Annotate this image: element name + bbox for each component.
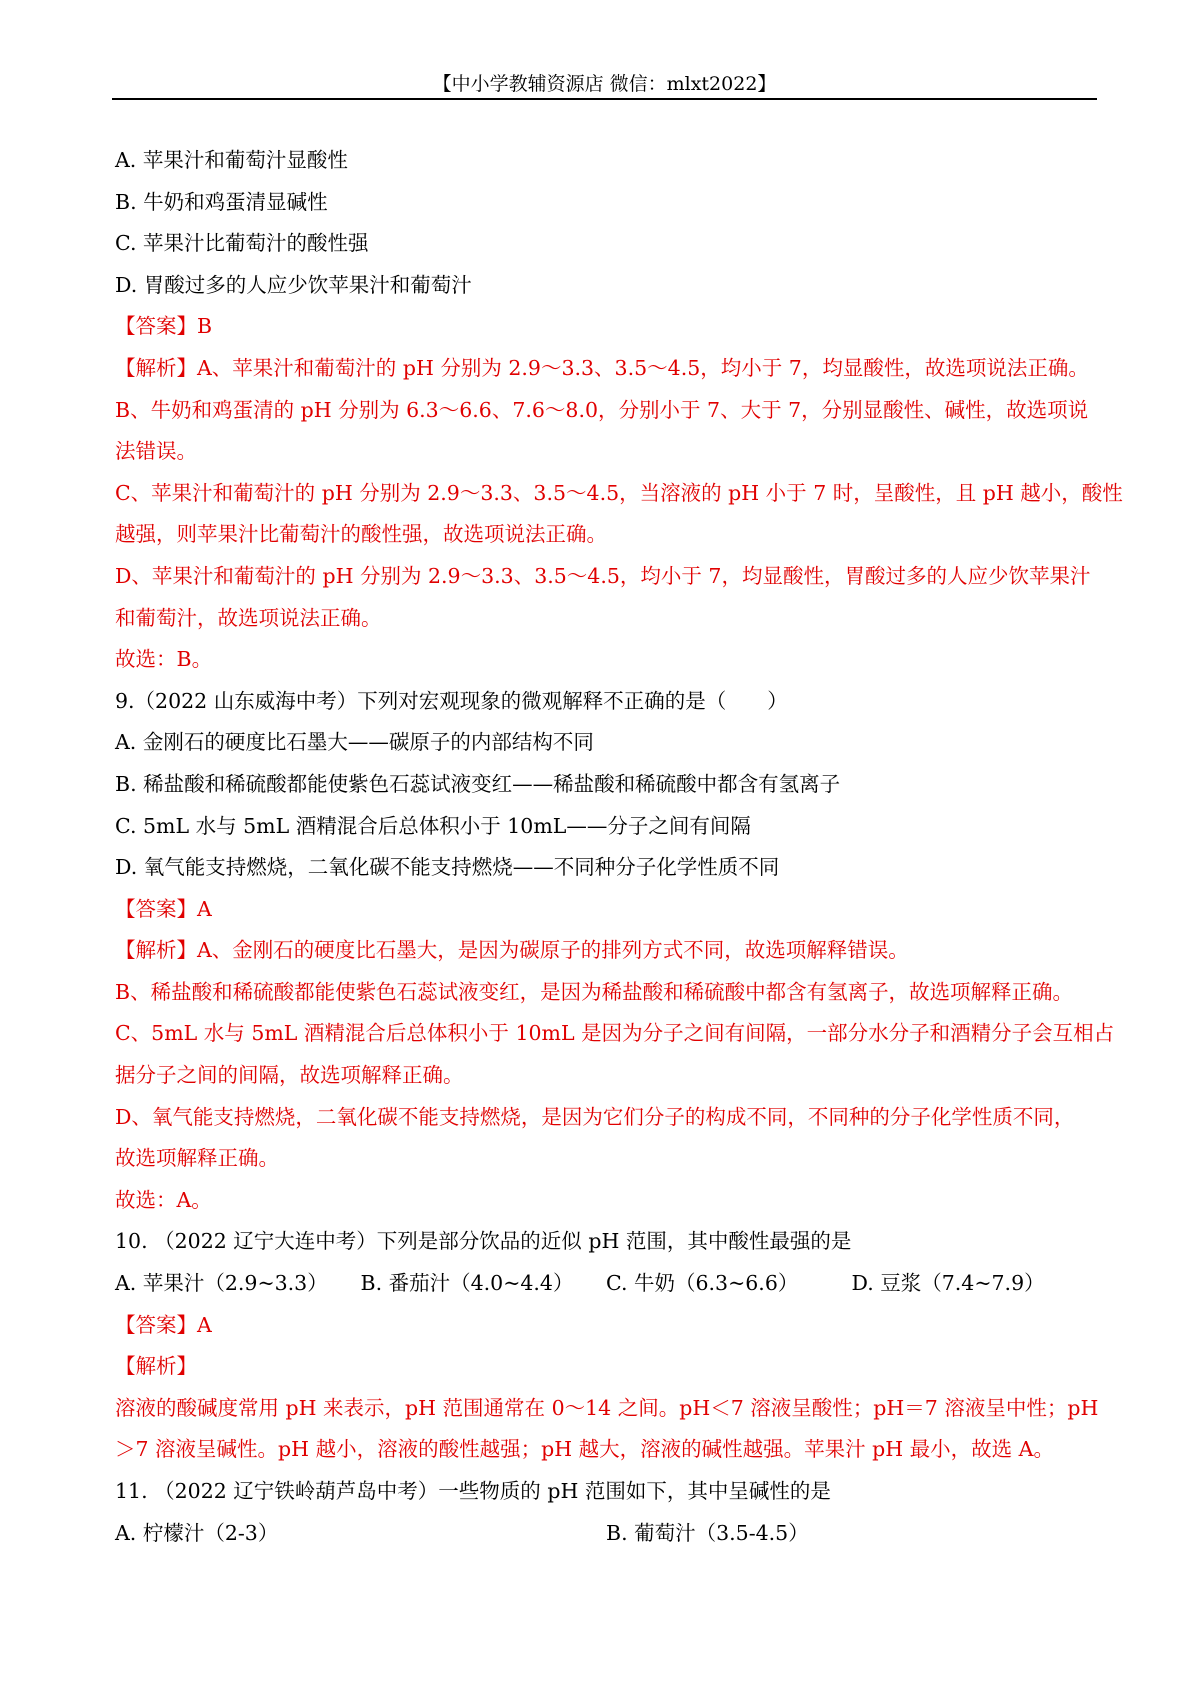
answer-label: 【答案】 bbox=[115, 314, 197, 339]
document-body bbox=[115, 140, 1123, 1554]
answer-value: A bbox=[197, 1312, 212, 1337]
analysis-line: 和葡萄汁，故选项说法正确。 bbox=[115, 605, 382, 630]
answer-line bbox=[115, 889, 1097, 931]
answer-value: B bbox=[197, 314, 213, 339]
analysis-line: ＞7 溶液呈碱性。pH 越小，溶液的酸性越强；pH 越大，溶液的碱性越强。苹果汁 pH 最小，故选 A。 bbox=[115, 1437, 1054, 1462]
conclusion-line: 故选：A。 bbox=[115, 1187, 212, 1212]
option-c: C. 牛奶（6.3~6.6） bbox=[606, 1271, 799, 1296]
analysis-label: 【解析】 bbox=[115, 355, 197, 380]
answer-value: A bbox=[197, 896, 212, 921]
analysis-line bbox=[115, 930, 1097, 972]
answer-line bbox=[115, 306, 1097, 348]
option-a: A. 苹果汁（2.9~3.3） bbox=[115, 1271, 328, 1296]
analysis-line: 法错误。 bbox=[115, 439, 197, 464]
question-stem: 9.（2022 山东威海中考）下列对宏观现象的微观解释不正确的是（ ） bbox=[115, 688, 788, 713]
option-a: A. 苹果汁和葡萄汁显酸性 bbox=[115, 148, 348, 172]
option-b: B. 稀盐酸和稀硫酸都能使紫色石蕊试液变红——稀盐酸和稀硫酸中都含有氢离子 bbox=[115, 771, 841, 796]
analysis-line: 溶液的酸碱度常用 pH 来表示，pH 范围通常在 0～14 之间。pH＜7 溶液呈酸性；pH＝7 溶液呈中性；pH bbox=[115, 1395, 1099, 1420]
page-header: 【中小学教辅资源店 微信：mlxt2022】 bbox=[432, 73, 777, 95]
option-b: B. 牛奶和鸡蛋清显碱性 bbox=[115, 189, 328, 214]
analysis-line: D、氧气能支持燃烧，二氧化碳不能支持燃烧，是因为它们分子的构成不同，不同种的分子化学性质不同， bbox=[115, 1104, 1075, 1129]
option-d: D. 豆浆（7.4~7.9） bbox=[851, 1271, 1045, 1296]
analysis-text: A、苹果汁和葡萄汁的 pH 分别为 2.9～3.3、3.5～4.5，均小于 7，均显酸性，故选项说法正确。 bbox=[197, 355, 1089, 380]
answer-line bbox=[115, 1305, 1097, 1347]
question-11 bbox=[115, 1471, 1097, 1554]
option-b: B. 葡萄汁（3.5-4.5） bbox=[606, 1520, 809, 1545]
analysis-label: 【解析】 bbox=[115, 1354, 197, 1379]
option-c: C. 苹果汁比葡萄汁的酸性强 bbox=[115, 231, 369, 256]
analysis-text: A、金刚石的硬度比石墨大，是因为碳原子的排列方式不同，故选项解释错误。 bbox=[197, 938, 909, 963]
header-rule bbox=[112, 98, 1097, 100]
option-a: A. 柠檬汁（2-3） bbox=[115, 1520, 279, 1545]
analysis-line: D、苹果汁和葡萄汁的 pH 分别为 2.9～3.3、3.5～4.5，均小于 7，均显酸性，胃酸过多的人应少饮苹果汁 bbox=[115, 563, 1091, 588]
analysis-line: C、苹果汁和葡萄汁的 pH 分别为 2.9～3.3、3.5～4.5，当溶液的 pH 小于 7 时，呈酸性，且 pH 越小，酸性 bbox=[115, 480, 1123, 505]
analysis-label: 【解析】 bbox=[115, 938, 197, 963]
question-9 bbox=[115, 681, 1115, 1222]
answer-label: 【答案】 bbox=[115, 1312, 197, 1337]
option-a: A. 金刚石的硬度比石墨大——碳原子的内部结构不同 bbox=[115, 730, 594, 755]
analysis-line bbox=[115, 348, 1097, 390]
options-row bbox=[115, 1513, 1097, 1555]
analysis-line: 据分子之间的间隔，故选项解释正确。 bbox=[115, 1063, 464, 1088]
analysis-line: B、牛奶和鸡蛋清的 pH 分别为 6.3～6.6、7.6～8.0，分别小于 7、大于 7，分别显酸性、碱性，故选项说 bbox=[115, 397, 1089, 422]
question-8 bbox=[115, 140, 1123, 681]
question-10 bbox=[115, 1221, 1097, 1471]
analysis-line: 故选项解释正确。 bbox=[115, 1146, 279, 1171]
question-stem: 10. （2022 辽宁大连中考）下列是部分饮品的近似 pH 范围，其中酸性最强的是 bbox=[115, 1229, 852, 1254]
option-c: C. 5mL 水与 5mL 酒精混合后总体积小于 10mL——分子之间有间隔 bbox=[115, 813, 751, 838]
analysis-line: C、5mL 水与 5mL 酒精混合后总体积小于 10mL 是因为分子之间有间隔，一部分水分子和酒精分子会互相占 bbox=[115, 1021, 1115, 1046]
option-d: D. 胃酸过多的人应少饮苹果汁和葡萄汁 bbox=[115, 272, 472, 297]
conclusion-line: 故选：B。 bbox=[115, 647, 213, 672]
answer-label: 【答案】 bbox=[115, 896, 197, 921]
analysis-line: B、稀盐酸和稀硫酸都能使紫色石蕊试液变红，是因为稀盐酸和稀硫酸中都含有氢离子，故选项解释正确。 bbox=[115, 979, 1074, 1004]
option-d: D. 氧气能支持燃烧，二氧化碳不能支持燃烧——不同种分子化学性质不同 bbox=[115, 855, 780, 880]
option-b: B. 番茄汁（4.0~4.4） bbox=[360, 1271, 574, 1296]
question-stem: 11. （2022 辽宁铁岭葫芦岛中考）一些物质的 pH 范围如下，其中呈碱性的是 bbox=[115, 1479, 831, 1503]
options-row bbox=[115, 1263, 1097, 1305]
analysis-line: 越强，则苹果汁比葡萄汁的酸性强，故选项说法正确。 bbox=[115, 522, 607, 547]
